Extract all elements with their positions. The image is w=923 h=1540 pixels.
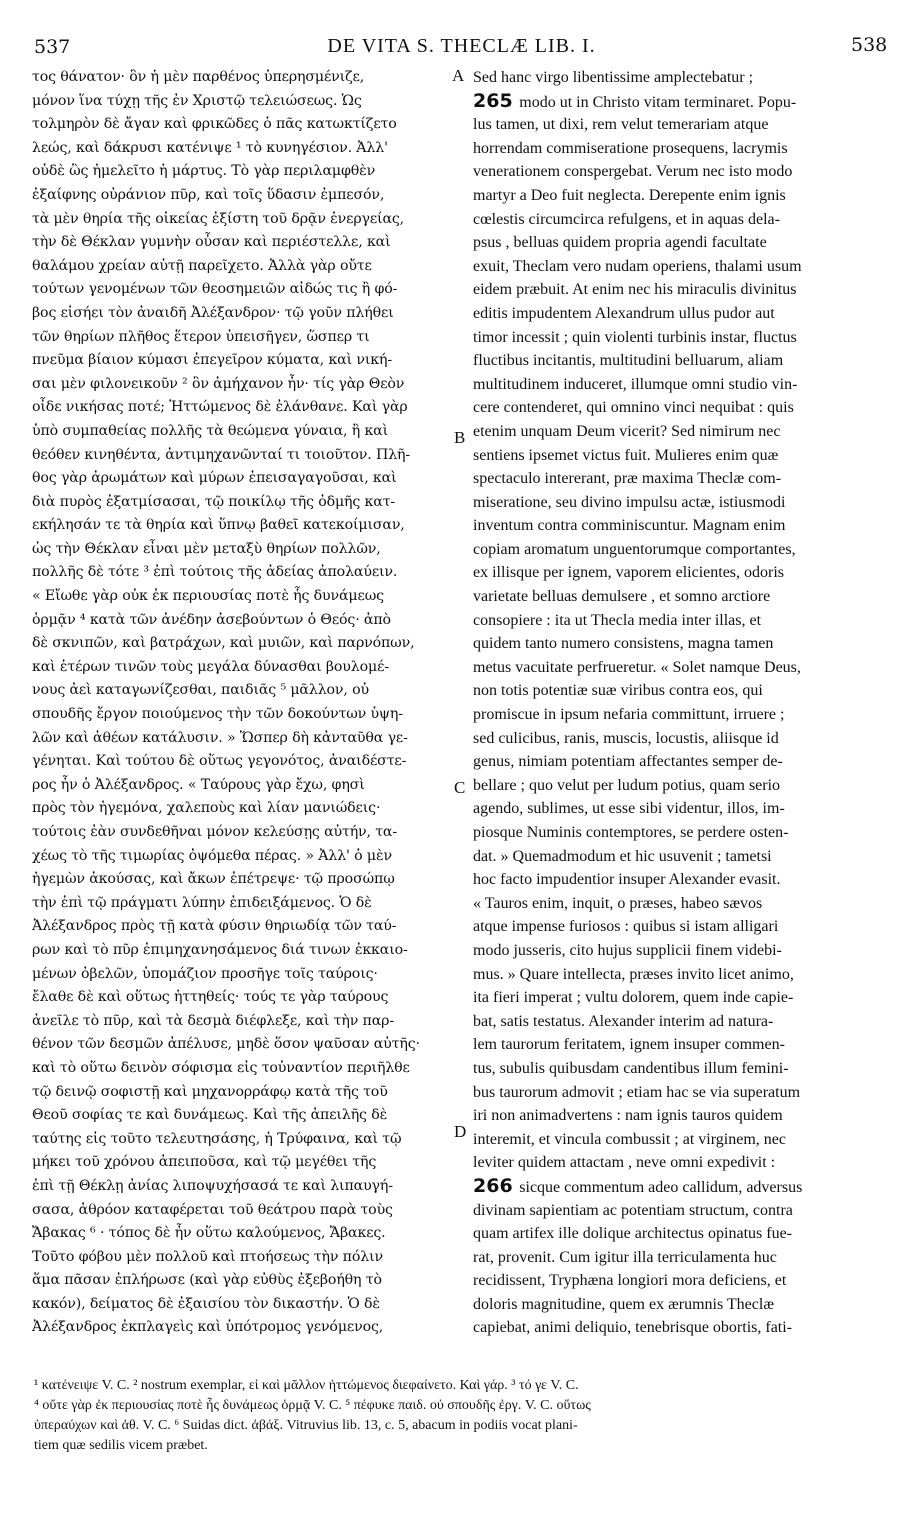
greek-text-line: λεώς, καὶ δάκρυσι κατένιψε ¹ τὸ κυνηγέσιον. Ἀλλ' [32, 139, 388, 156]
footnotes [34, 1376, 904, 1456]
latin-text-line: lus tamen, ut dixi, rem velut temerariam atque [473, 116, 769, 134]
latin-text-line: capiebat, animi deliquio, tenebrisque obortis, fati- [473, 1319, 793, 1337]
greek-text-line: Ἀλέξανδρος ἐκπλαγεὶς καὶ ὑπότρομος γενόμενος, [32, 1319, 384, 1336]
latin-text-line: timor incessit ; quin violenti turbinis instar, fluctus [473, 328, 797, 346]
latin-text-line: promiscue in ipsum nefaria committunt, irruere ; [473, 706, 785, 724]
greek-text-line: κακόν), δείματος δὲ ἐξαισίου τὸν δικαστήν. Ὁ δὲ [32, 1295, 380, 1312]
latin-text-line: cere contenderet, qui omnino vinci nequibat : quis [473, 399, 794, 417]
greek-text-line: τος θάνατον· ὃν ἡ μὲν παρθένος ὑπερησμένιζε, [32, 69, 365, 85]
latin-text-line: modo jusseris, cito hujus supplicii finem videbi- [473, 941, 782, 959]
running-title: DE VITA S. THECLÆ LIB. I. [327, 35, 596, 57]
greek-text-line: Θεοῦ σοφίας τε καὶ δυνάμεως. Καὶ τῆς ἀπειλῆς δὲ [32, 1107, 388, 1124]
latin-text-line: non totis potentiæ suæ viribus contra eos, qui [473, 682, 763, 700]
latin-text-line: inventum contra comminiscuntur. Magnam enim [473, 517, 786, 535]
latin-text-line: editis impudentem Alexandrum ullus pudor aut [473, 304, 775, 322]
greek-text-line: σπουδῆς ἔργον ποιούμενος τὴν τῶν δοκούντων ὑψη- [32, 706, 403, 723]
latin-text-line: copiam aromatum unguentorumque comportantes, [473, 540, 796, 558]
greek-text-line: τὴν δὲ Θέκλαν γυμνὴν οὖσαν καὶ περιέστελλε, καὶ [32, 234, 391, 251]
greek-text-line: τῷ δεινῷ σοφιστῇ καὶ μηχανορράφῳ κατὰ τῆς τοῦ [32, 1083, 388, 1100]
footnote-line: ⁴ οὔτε γὰρ ἐκ περιουσίας ποτὲ ἧς δυνάμεως ὁρμᾷ V. C. ⁵ πέφυκε παιδ. οὐ σπουδῆς ἐργ. V. C. οὕτως [34, 1398, 591, 1413]
latin-text-line: horrendam commiseratione prosequens, lacrymis [473, 139, 788, 157]
greek-text-line: τούτοις ἐὰν συνδεθῆναι μόνον κελεύσῃς αὐτήν, τα- [32, 824, 398, 840]
right-page-number: 538 [851, 34, 888, 56]
greek-text-line: τολμηρὸν δὲ ἄγαν καὶ φρικῶδες ὁ πᾶς κατωκτίζετο [32, 116, 397, 133]
latin-text-line: piosque Numinis contemptores, se perdere osten- [473, 824, 789, 841]
greek-text-line: τὴν ἐπὶ τῷ πράγματι λύπην ἐπιδειξάμενος. Ὁ δὲ [32, 894, 372, 911]
latin-text-column [473, 66, 891, 1340]
greek-text-line: Ἀλέξανδρος πρὸς τῇ κατὰ φύσιν θηριωδίᾳ τῶν ταύ- [32, 918, 397, 935]
greek-text-line: θος γὰρ ἀρωμάτων καὶ μύρων ἐπεισαγαγοῦσαι, καὶ [32, 470, 397, 487]
greek-text-line: Τοῦτο φόβου μὲν πολλοῦ καὶ πτοήσεως τὴν πόλιν [32, 1248, 383, 1265]
greek-text-line: πολλῆς δὲ τότε ³ ἐπὶ τούτοις τῆς ἀδείας ἀπολαύειν. [32, 564, 398, 581]
latin-text-line: lem taurorum feritatem, ignem insuper commen- [473, 1036, 785, 1054]
latin-text-line: genus, nimiam potentiam affectantes semper de- [473, 753, 783, 771]
greek-text-line: ὑπὸ συμπαθείας πολλῆς τὰ θεώμενα γύναια, ἢ καὶ [32, 422, 389, 439]
latin-text-line: ita fieri imperat ; vultu dolorem, quem inde capie- [473, 989, 794, 1007]
greek-text-line: μήκει τοῦ χρόνου ἀπειποῦσα, καὶ τῷ μεγέθει τῆς [32, 1154, 377, 1171]
greek-text-line: εκήλησάν τε τὰ θηρία καὶ ὕπνῳ βαθεῖ κατεκοίμισαν, [32, 517, 405, 534]
latin-text-line: eidem præbuit. At enim nec his miraculis divinitus [473, 281, 797, 299]
greek-text-line: ρος ἦν ὁ Ἀλέξανδρος. « Ταύρους γὰρ ἔχω, φησὶ [32, 776, 365, 793]
latin-text-line: spectaculo intererant, præ maxima Theclæ com- [473, 470, 782, 488]
margin-mark-c: C [454, 778, 466, 797]
left-page-number: 537 [34, 36, 71, 58]
greek-text-column [32, 66, 456, 1340]
latin-text-line: « Tauros enim, inquit, o præses, habeo sævos [473, 894, 763, 912]
greek-text-line: ὡς τὴν Θέκλαν εἶναι μὲν μεταξὺ θηρίων πολλῶν, [32, 540, 381, 557]
greek-text-line: σασα, ἀθρόον καταφέρεται τοῦ θεάτρου παρὰ τοὺς [32, 1201, 393, 1218]
latin-text-line: iri non animadvertens : nam ignis tauros quidem [473, 1107, 783, 1125]
greek-text-line: ἡγεμὼν ἀκούσας, καὶ ἄκων ἐπέτρεψε· τῷ προσώπῳ [32, 871, 395, 888]
latin-text-line: cœlestis circumcirca refulgens, et in aquas dela- [473, 210, 780, 228]
footnote-line: ὑπεραύχων καὶ ἀθ. V. C. ⁶ Suidas dict. ἀβάξ. Vitruvius lib. 13, c. 5, abacum in podiis vocat plani- [34, 1418, 578, 1433]
greek-text-line: οἶδε νικήσας ποτέ; Ἡττώμενος δὲ ἐλάνθανε. Καὶ γὰρ [32, 399, 408, 416]
greek-text-line: ἐξαίφνης οὐράνιον πῦρ, καὶ τοῖς ὕδασιν ἐμπεσόν, [32, 186, 385, 203]
greek-text-line: θεόθεν κινηθέντα, ἀντιμηχανῶνταί τι τοιοῦτον. Πλῆ- [32, 446, 411, 463]
greek-text-line: οὐδὲ ὣς ἠμελεῖτο ἡ μάρτυς. Τὸ γὰρ περιλαμφθὲν [32, 163, 376, 180]
latin-text-line: bat, satis testatus. Alexander interim ad natura- [473, 1012, 774, 1030]
greek-text-line: ἐπὶ τῇ Θέκλῃ ἀνίας λιποψυχήσασά τε καὶ λιπαυγή- [32, 1177, 393, 1194]
latin-text-line: venerationem conspergebat. Verum nec isto modo [473, 163, 793, 181]
latin-text-line: hoc facto impudentior insuper Alexander evasit. [473, 871, 781, 889]
latin-text-line: recidissent, Tryphæna longiori mora deficiens, et [473, 1272, 787, 1290]
greek-text-line: λῶν καὶ ἀθέων κατάλυσιν. » Ὥσπερ δὴ κἀνταῦθα γε- [32, 729, 408, 746]
greek-text-line: νους ἀεὶ καταγωνίζεσθαι, παιδιᾶς ⁵ μᾶλλον, οὐ [32, 682, 369, 699]
latin-text-line: quidem tanto numero consistens, magna tamen [473, 635, 774, 653]
latin-text-line: Sed hanc virgo libentissime amplectebatur ; [473, 69, 754, 86]
margin-mark-b: B [454, 428, 466, 447]
greek-text-line: καὶ τὸ οὕτω δεινὸν σόφισμα εἰς τοὐναντίον περιῆλθε [32, 1059, 410, 1076]
latin-text-line: exuit, Theclam vero nudam operiens, thalami usum [473, 257, 802, 275]
greek-text-line: ρων καὶ τὸ πῦρ ἐπιμηχανησάμενος διά τινων ἐκκαιο- [32, 941, 408, 958]
greek-text-line: τούτων γενομένων τῶν θεοσημειῶν αἰδώς τις ἢ φό- [32, 281, 398, 298]
greek-text-line: ταύτης εἰς τοῦτο τελευτησάσης, ἡ Τρύφαινα, καὶ τῷ [32, 1130, 402, 1147]
latin-text-line: ex illisque per ignem, vaporem elicientes, odoris [473, 564, 785, 582]
latin-text-line: doloris magnitudine, quem ex ærumnis Theclæ [473, 1295, 774, 1313]
greek-text-line: δὲ σκνιπῶν, καὶ βατράχων, καὶ μυιῶν, καὶ παρνόπων, [32, 635, 415, 652]
latin-text-line: sed culicibus, ranis, muscis, locustis, aliisque id [473, 729, 779, 747]
latin-text-line: bus taurorum admovit ; etiam hac se via superatum [473, 1083, 801, 1101]
latin-text-line: mus. » Quare intellecta, præses invito licet animo, [473, 965, 794, 983]
greek-text-line: πρὸς τὸν ἡγεμόνα, χαλεποὺς καὶ λίαν μανιώδεις· [32, 800, 381, 817]
latin-text-line: etenim unquam Deum vicerit? Sed nimirum nec [473, 422, 781, 440]
latin-text-line: psus , belluas quidem propria agendi facultate [473, 234, 767, 252]
greek-text-line: χέως τὸ τῆς τιμωρίας ὀψόμεθα πέρας. » Ἀλλ' ὁ μὲν [32, 847, 392, 864]
latin-text-line: martyr a Deo fuit neglecta. Derepente enim ignis [473, 186, 786, 204]
latin-text-line: consopiere : ita ut Thecla media inter illas, et [473, 611, 762, 629]
latin-text-line: 265 modo ut in Christo vitam terminaret. Popu- [473, 89, 797, 112]
greek-text-line: θένον τῶν δεσμῶν ἀπέλυσε, μηδὲ ὅσον ψαῦσαν αὐτῆς· [32, 1036, 420, 1053]
latin-text-line: bellare ; quo velut per ludum potius, quam serio [473, 776, 781, 794]
greek-text-line: ὁρμᾷν ⁴ κατὰ τῶν ἀνέδην ἀσεβούντων ὁ Θεός· ἀπὸ [32, 611, 391, 628]
greek-text-line: πνεῦμα βίαιον κύμασι ἐπεγεῖρον κύματα, καὶ νική- [32, 352, 392, 369]
latin-text-line: atque impense furiosos : quibus si istam alligari [473, 918, 779, 936]
greek-text-line: σαι μὲν φιλονεικοῦν ² ὃν ἀμήχανον ἦν· τίς γὰρ Θεὸν [32, 375, 405, 392]
greek-text-line: γένηται. Καὶ τούτου δὲ οὕτως γεγονότος, ἀναιδέστε- [32, 753, 407, 770]
greek-text-line: « Εἴωθε γὰρ οὐκ ἐκ περιουσίας ποτὲ ἧς δυνάμεως [32, 588, 384, 605]
footnote-line: ¹ κατένειψε V. C. ² nostrum exemplar, εἰ καὶ μᾶλλον ἡττώμενος διεφαίνετο. Καὶ γάρ. ³ τό γε V. C. [34, 1378, 579, 1393]
greek-text-line: ἀνεῖλε τὸ πῦρ, καὶ τὰ δεσμὰ διέφλεξε, καὶ τὴν παρ- [32, 1012, 394, 1029]
greek-text-line: ἅμα πᾶσαν ἐπλήρωσε (καὶ γὰρ εὐθὺς ἐξεβοήθη τὸ [32, 1272, 382, 1289]
latin-text-line: rat, provenit. Cum igitur illa terriculamenta huc [473, 1248, 777, 1266]
latin-text-line: dat. » Quemadmodum et hic usuvenit ; tametsi [473, 847, 772, 865]
greek-text-line: καὶ ἑτέρων τινῶν τοὺς μεγάλα δύνασθαι βουλομέ- [32, 658, 389, 675]
latin-text-line: 266 sicque commentum adeo callidum, adversus [473, 1174, 803, 1197]
greek-text-line: ἔλαθε δὲ καὶ οὕτως ἡττηθείς· τούς τε γὰρ ταύρους [32, 989, 389, 1006]
latin-text-line: quam artifex ille dolique architectus opinatus fue- [473, 1225, 792, 1243]
latin-text-line: miseratione, seu divino impulsu actæ, istiusmodi [473, 493, 786, 511]
section-number-265: 265 [473, 89, 520, 112]
latin-text-line: varietate belluas demulsere , et somno arctiore [473, 588, 771, 606]
greek-text-line: τὰ μὲν θηρία τῆς οἰκείας ἐξίστη τοῦ δρᾷν ἐνεργείας, [32, 210, 405, 227]
latin-text-line: sentiens ipsemet victus fuit. Mulieres enim quæ [473, 446, 779, 464]
greek-text-line: θαλάμου χρείαν αὐτῇ παρεῖχετο. Ἀλλὰ γὰρ οὔτε [32, 257, 372, 274]
footnote-line: tiem quæ sedilis vicem præbet. [34, 1438, 208, 1453]
section-number-266: 266 [473, 1174, 520, 1197]
latin-text-line: multitudinem induceret, illumque omni studio vin- [473, 375, 798, 393]
latin-text-line: tus, subulis quibusdam candentibus illum femini- [473, 1059, 789, 1077]
greek-text-line: μένων ὀβελῶν, ὑπομάζιον προσῆγε τοῖς ταύροις· [32, 965, 378, 982]
latin-text-line: interemit, et vincula combussit ; at virginem, nec [473, 1130, 786, 1148]
greek-text-line: διὰ πυρὸς ἐξατμίσασαι, τῷ ποικίλῳ τῆς ὀδμῆς κατ- [32, 493, 396, 510]
latin-text-line: agendo, sublimes, ut esse sibi videntur, illos, im- [473, 800, 785, 818]
greek-text-line: βος εἰσήει τὸν ἀναιδῆ Ἀλέξανδρον· τῷ γοῦν πλήθει [32, 304, 394, 321]
greek-text-line: τῶν θηρίων πλῆθος ἕτερον ὑπεισῆγεν, ὥσπερ τι [32, 328, 370, 345]
margin-mark-a: A [452, 66, 465, 85]
latin-text-line: leviter quidem attactam , neve omni expedivit : [473, 1154, 776, 1172]
latin-text-line: fluctibus incitantis, multitudini belluarum, aliam [473, 352, 784, 370]
margin-mark-d: D [454, 1122, 467, 1141]
greek-text-line: μόνον ἵνα τύχῃ τῆς ἐν Χριστῷ τελειώσεως. Ὡς [32, 92, 362, 109]
latin-text-line: divinam sapientiam ac potentiam structum, contra [473, 1201, 793, 1219]
greek-text-line: Ἄβακας ⁶ · τόπος δὲ ἦν οὕτω καλούμενος, Ἄβακες. [32, 1225, 386, 1242]
latin-text-line: metus vacuitate perfrueretur. « Solet namque Deus, [473, 658, 801, 676]
